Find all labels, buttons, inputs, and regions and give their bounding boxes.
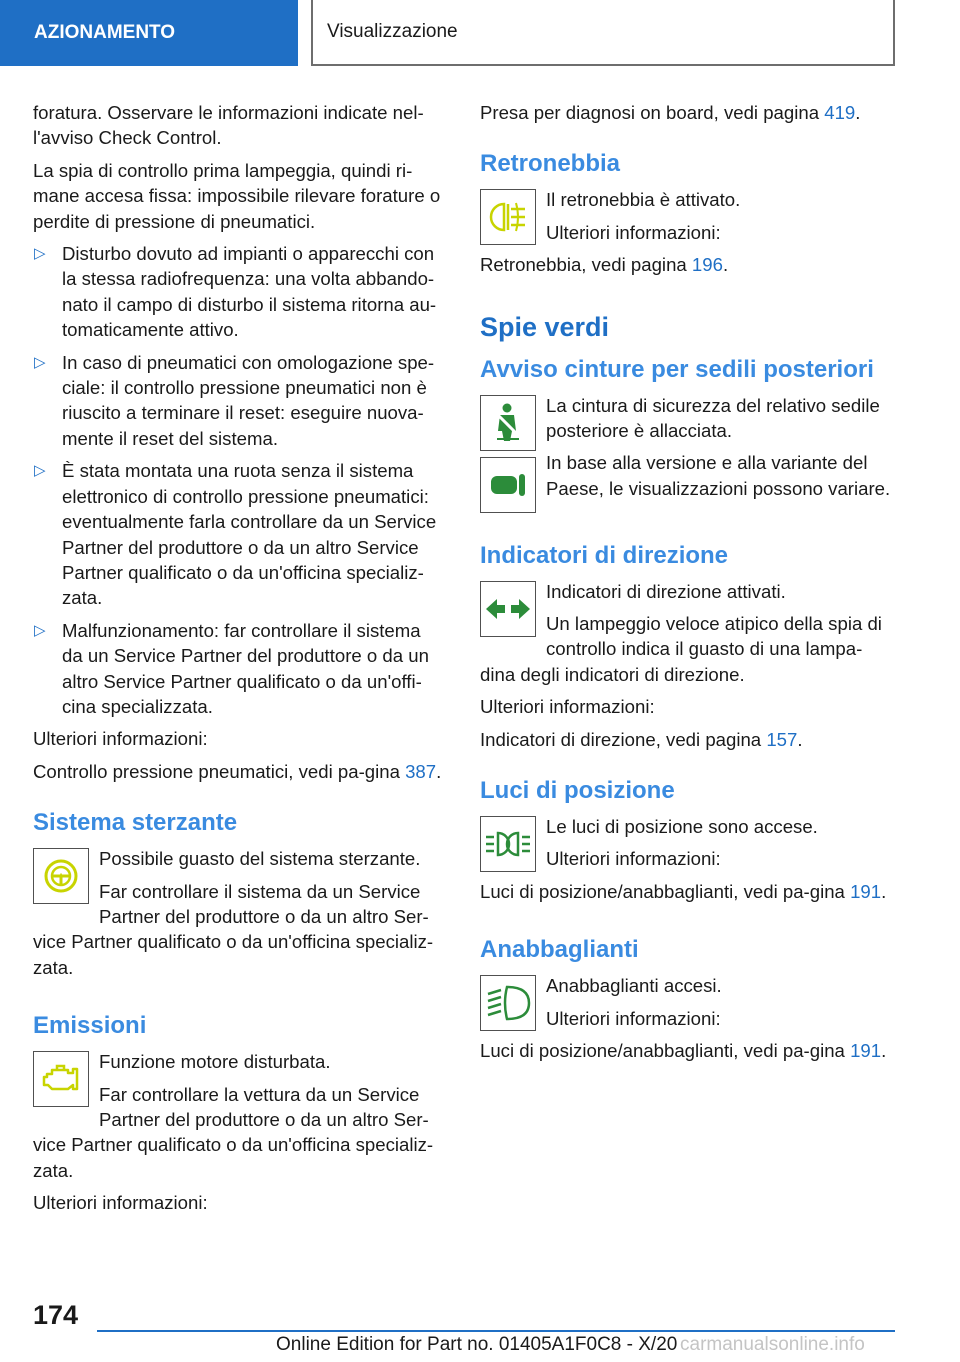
emissions-text-1: Funzione motore disturbata. — [99, 1051, 331, 1073]
page-link-387[interactable]: 387 — [405, 760, 437, 782]
seatbelt-text-2: In base alla versione e alla variante del Paese, le visualizzazioni possono variare. — [546, 452, 891, 499]
steering-wheel-warning-icon — [33, 848, 89, 904]
reference-text: Retronebbia, vedi pagina — [480, 254, 687, 276]
cause-list — [33, 241, 445, 719]
obd-reference: Presa per diagnosi on board, vedi pagina 419. — [480, 102, 861, 123]
emissions-more-info: Ulteriori informazioni: — [33, 1192, 208, 1214]
heading-rear-seatbelt: Avviso cinture per sedili posteriori — [480, 355, 874, 383]
edition-text: Online Edition for Part no. 01405A1F0C8 - X/20 — [276, 1334, 678, 1355]
rear-fog-light-icon — [480, 189, 536, 245]
footer-divider — [97, 1330, 895, 1332]
turn-text-1: Indicatori di direzione attivati. — [546, 580, 786, 602]
steering-text-1: Possibile guasto del sistema sterzante. — [99, 848, 421, 870]
lowbeam-reference: Luci di posizione/anabbaglianti, vedi pa-gina 191. — [480, 1040, 887, 1062]
reference-text: Presa per diagnosi on board, vedi pagina — [480, 102, 820, 123]
list-item — [33, 458, 445, 610]
heading-rear-fog: Retronebbia — [480, 150, 621, 178]
heading-parking-lights: Luci di posizione — [480, 777, 675, 805]
triangle-bullet-icon: ▷ — [34, 621, 46, 639]
page-link-196[interactable]: 196 — [691, 254, 723, 276]
parking-text: Le luci di posizione sono accese. — [546, 816, 818, 838]
section-tab[interactable]: AZIONAMENTO — [0, 0, 298, 66]
page-link-157[interactable]: 157 — [766, 728, 798, 750]
steering-text-2: Far controllare il sistema da un Service Partner del produttore o da un altro Ser-vice Partner qualificato o da un'officina specializ-zata. — [33, 880, 434, 978]
svg-text:!: ! — [58, 873, 64, 884]
triangle-bullet-icon: ▷ — [34, 245, 46, 263]
more-info-label: Ulteriori informazioni: — [33, 728, 208, 750]
heading-low-beams: Anabbaglianti — [480, 936, 639, 964]
left-column — [33, 100, 445, 1223]
page-link-191[interactable]: 191 — [850, 880, 882, 902]
reference-text: Indicatori di direzione, vedi pagina — [480, 728, 762, 750]
heading-steering-system: Sistema sterzante — [33, 809, 238, 837]
lowbeam-text: Anabbaglianti accesi. — [546, 975, 722, 997]
list-item-text: Disturbo dovuto ad impianti o apparecchi con la stessa radiofrequenza: una volta abbando-nato il campo di disturbo il sistema ritorna au-tomaticamente attivo. — [62, 243, 437, 341]
seatbelt-icon — [480, 395, 536, 451]
seatbelt-text-1: La cintura di sicurezza del relativo sedile posteriore è allacciata. — [546, 394, 880, 442]
list-item-text: Malfunzionamento: far controllare il sistema da un Service Partner del produttore o da un altro Service Partner qualificato o da un'offi-cina specializzata. — [62, 619, 429, 717]
parking-more-info: Ulteriori informazioni: — [546, 848, 721, 870]
paragraph-intro-2: La spia di controllo prima lampeggia, quindi ri-mane accesa fissa: impossibile rilevare forature o perdite di pressione di pneumatici. — [33, 159, 441, 232]
list-item — [33, 350, 445, 452]
reference-text: Luci di posizione/anabbaglianti, vedi pa-gina — [480, 1040, 845, 1062]
rear-seat-icon — [480, 457, 536, 513]
parking-light-icon — [480, 816, 536, 872]
right-column — [480, 100, 892, 1071]
page-number: 174 — [33, 1300, 79, 1330]
low-beam-icon — [480, 975, 536, 1031]
list-item — [33, 618, 445, 720]
heading-emissions: Emissioni — [33, 1012, 147, 1040]
tire-pressure-reference: Controllo pressione pneumatici, vedi pa-gina 387. — [33, 760, 442, 782]
paragraph-intro-1: foratura. Osservare le informazioni indicate nel-l'avviso Check Control. — [33, 102, 424, 149]
page-header — [0, 0, 960, 66]
parking-reference: Luci di posizione/anabbaglianti, vedi pa-gina 191. — [480, 880, 887, 902]
turn-more-info: Ulteriori informazioni: — [480, 696, 655, 718]
watermark: carmanualsonline.info — [680, 1334, 865, 1355]
list-item — [33, 241, 445, 343]
chapter-title: Visualizzazione — [311, 0, 895, 66]
turn-text-2: Un lampeggio veloce atipico della spia di controllo indica il guasto di una lampa-dina degli indicatori di direzione. — [480, 613, 882, 685]
page-link-191[interactable]: 191 — [850, 1040, 882, 1062]
engine-check-icon — [33, 1051, 89, 1107]
rear-fog-more-info: Ulteriori informazioni: — [546, 221, 721, 243]
heading-green-lights: Spie verdi — [480, 311, 610, 342]
triangle-bullet-icon: ▷ — [34, 353, 46, 371]
heading-turn-signals: Indicatori di direzione — [480, 541, 729, 569]
page-link-419[interactable]: 419 — [824, 102, 856, 123]
rear-fog-reference: Retronebbia, vedi pagina 196. — [480, 254, 729, 276]
lowbeam-more-info: Ulteriori informazioni: — [546, 1007, 721, 1029]
rear-fog-text: Il retronebbia è attivato. — [546, 189, 741, 211]
list-item-text: È stata montata una ruota senza il sistema elettronico di controllo pressione pneumatici: eventualmente farla controllare da un Service Partner del produttore o da un altro Service Partner qualificato o da un'officina specializ-zata. — [62, 460, 437, 609]
reference-text: Controllo pressione pneumatici, vedi pa-gina — [33, 760, 400, 782]
turn-reference: Indicatori di direzione, vedi pagina 157. — [480, 728, 803, 750]
triangle-bullet-icon: ▷ — [34, 462, 46, 480]
emissions-text-2: Far controllare la vettura da un Service Partner del produttore o da un altro Ser-vice Partner qualificato o da un'officina specializ-zata. — [33, 1083, 434, 1181]
turn-signal-arrows-icon — [480, 581, 536, 637]
reference-text: Luci di posizione/anabbaglianti, vedi pa-gina — [480, 880, 845, 902]
list-item-text: In caso di pneumatici con omologazione spe-ciale: il controllo pressione pneumatici non è riuscito a terminare il reset: eseguire nuova-mente il reset del sistema. — [62, 351, 435, 449]
